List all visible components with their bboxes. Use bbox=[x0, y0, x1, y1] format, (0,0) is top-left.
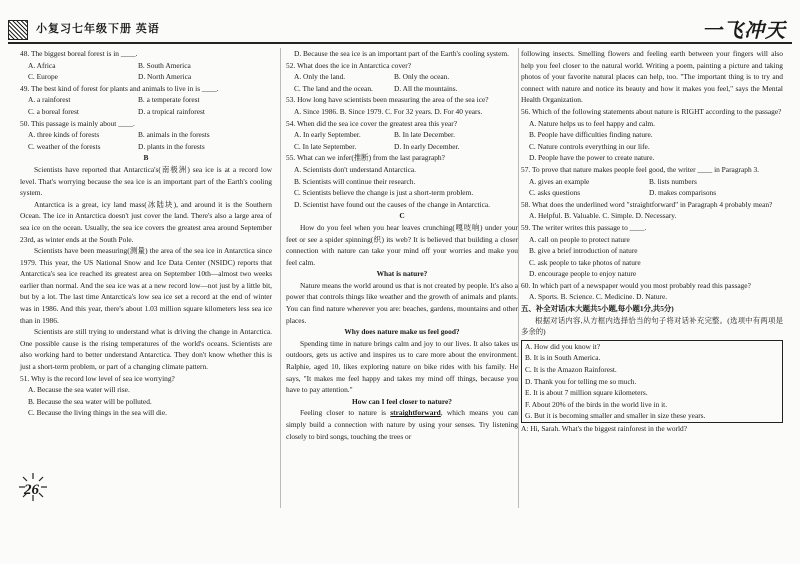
box-option-g: G. But it is becoming smaller and smaller in size these years. bbox=[525, 411, 706, 421]
q54-option-d: D. In early December. bbox=[394, 141, 460, 151]
q58-options: A. Helpful. B. Valuable. C. Simple. D. Necessary. bbox=[529, 211, 677, 221]
para4-start: Feeling closer to nature is bbox=[300, 408, 391, 418]
q55-option-c: C. Scientists believe the change is just a short-term problem. bbox=[294, 188, 474, 198]
q56-option-c: C. Nature controls everything in our life. bbox=[529, 141, 650, 151]
underlined-word: straightforward bbox=[390, 408, 441, 418]
dialog-line-1: A: Hi, Sarah. What's the biggest rainforest in the world? bbox=[521, 424, 688, 433]
q54-options-2 bbox=[286, 141, 518, 153]
passage-c-para-3: Spending time in nature brings calm and joy to our lives. It also takes us outdoors, gets us active and inspires us to care more about the environment. Ralphie, aged 10, likes exploring nature on bike rides with his family. He says, "It makes me feel happy and takes my mind off things, because you have to pay attention." bbox=[286, 338, 518, 395]
passage-b-para-1: Scientists have reported that Antarctica's(南极洲) sea ice is at a record low level. That's worrying because the sea ice is an important part of the Earth's cooling system. bbox=[20, 164, 272, 198]
q59-option-c: C. ask people to take photos of nature bbox=[529, 257, 641, 267]
q49-option-d: D. a tropical rainforest bbox=[138, 106, 205, 116]
q55-option-a: A. Scientists don't understand Antarctica. bbox=[294, 164, 417, 174]
q59-option-b: B. give a brief introduction of nature bbox=[529, 246, 638, 256]
page-number: 26 bbox=[24, 482, 39, 498]
q50-text: 50. This passage is mainly about ____. bbox=[20, 118, 135, 128]
box-option-b: B. It is in South America. bbox=[525, 353, 601, 363]
q51-option-d: D. Because the sea ice is an important part of the Earth's cooling system. bbox=[294, 49, 509, 58]
box-option-a: A. How did you know it? bbox=[525, 341, 601, 351]
q54-option-c: C. In late September. bbox=[294, 141, 357, 151]
q53-text: 53. How long have scientists been measuring the area of the sea ice? bbox=[286, 95, 489, 105]
passage-c-subheading-2: Why does nature make us feel good? bbox=[344, 327, 460, 337]
box-option-c: C. It is the Amazon Rainforest. bbox=[525, 365, 617, 375]
header-rule bbox=[8, 42, 792, 44]
q48-text: 48. The biggest boreal forest is in ____. bbox=[20, 49, 138, 58]
column-divider-1 bbox=[280, 48, 281, 508]
box-option-d: D. Thank you for telling me so much. bbox=[525, 376, 637, 386]
passage-b-para-2: Antarctica is a great, icy land mass(冰陆块), and around it is the Southern Ocean. The ice in Antarctica doesn't just cover the land. There's also a large area of sea ice on the ocean. Usually, the sea ice covers the greatest area around September 23rd, as winter ends at the South Pole. bbox=[20, 199, 272, 244]
q48-options-2 bbox=[20, 71, 272, 83]
q49-options-2 bbox=[20, 106, 272, 118]
passage-b-para-3: Scientists have been measuring(测量) the area of the sea ice in Antarctica since 1979. This year, the US National Snow and Ice Data Center (NSIDC) reports that Antarctica's sea ice reached its greatest area on September 10th—almost two weeks earlier than normal. And the sea ice was at a new record low—not just by a little bit, but by a lot. The last time Antarctica's low sea ice set a record at the end of winter was in 1986. And this year, there's about 1.03 million square kilometers less sea ice than in 1986. bbox=[20, 246, 272, 325]
q52-option-c: C. The land and the ocean. bbox=[294, 83, 373, 93]
q56-option-d: D. People have the power to create nature. bbox=[529, 153, 655, 163]
q52-option-a: A. Only the land. bbox=[294, 72, 346, 82]
q57-option-d: D. makes comparisons bbox=[649, 188, 717, 198]
q60-text: 60. In which part of a newspaper would you most probably read this passage? bbox=[521, 280, 751, 290]
q52-option-d: D. All the mountains. bbox=[394, 83, 458, 93]
q49-option-c: C. a boreal forest bbox=[28, 106, 79, 116]
q48-options bbox=[20, 60, 272, 72]
q59-text: 59. The writer writes this passage to ____. bbox=[521, 222, 647, 232]
passage-c-subheading-1: What is nature? bbox=[376, 269, 428, 279]
q50-option-d: D. plants in the forests bbox=[138, 141, 205, 151]
q56-option-a: A. Nature helps us to feel happy and calm. bbox=[529, 118, 656, 128]
q51-option-a: A. Because the sea water will rise. bbox=[28, 385, 130, 395]
q60-options: A. Sports. B. Science. C. Medicine. D. Nature. bbox=[529, 292, 668, 302]
passage-c-subheading-3: How can I feel closer to nature? bbox=[352, 396, 452, 406]
passage-c-para-1: How do you feel when you hear leaves crunching(嘎吱响) under your feet or see a spider spinning(织) its web? It is believed that building a closer connection with nature can take your mind off your worries and make you feel calm. bbox=[286, 222, 518, 267]
series-logo-icon bbox=[8, 20, 28, 40]
section-5-instructions: 根据对话内容,从方框内选择恰当的句子将对话补充完整。(选项中有两项是多余的) bbox=[521, 315, 783, 337]
q57-option-b: B. lists numbers bbox=[649, 176, 697, 186]
q50-option-c: C. weather of the forests bbox=[28, 141, 101, 151]
q57-options bbox=[521, 176, 783, 188]
q52-options bbox=[286, 71, 518, 83]
passage-c-para-4-cont: following insects. Smelling flowers and feeling earth between your fingers will also help you feel closer to the natural world. Writing a poem, painting a picture and taking photos of your favorite natural places can help, too. "The important thing is to try and connect with nature and notice its beauty and how it makes you feel," says the Mental Health Organization. bbox=[521, 49, 783, 105]
q53-options: A. Since 1986. B. Since 1979. C. For 32 years. D. For 40 years. bbox=[294, 106, 483, 116]
section-b-title: B bbox=[143, 153, 149, 163]
q48-option-b: B. South America bbox=[138, 60, 191, 70]
q49-option-a: A. a rainforest bbox=[28, 95, 71, 105]
q50-options bbox=[20, 129, 272, 141]
q55-option-d: D. Scientist have found out the causes of the change in Antarctica. bbox=[294, 199, 490, 209]
column-divider-2 bbox=[518, 48, 519, 508]
box-option-f: F. About 20% of the birds in the world live in it. bbox=[525, 399, 668, 409]
q58-text: 58. What does the underlined word "straightforward" in Paragraph 4 probably mean? bbox=[521, 199, 773, 209]
q56-option-b: B. People have difficulties finding nature. bbox=[529, 130, 653, 140]
q50-option-a: A. three kinds of forests bbox=[28, 130, 100, 140]
q50-options-2 bbox=[20, 141, 272, 153]
q52-text: 52. What does the ice in Antarctica cover? bbox=[286, 60, 412, 70]
q52-option-b: B. Only the ocean. bbox=[394, 72, 450, 82]
q59-option-a: A. call on people to protect nature bbox=[529, 234, 630, 244]
q51-text: 51. Why is the record low level of sea ice worrying? bbox=[20, 373, 175, 383]
q51-option-c: C. Because the living things in the sea will die. bbox=[28, 408, 167, 418]
q57-options-2 bbox=[521, 187, 783, 199]
q57-text: 57. To prove that nature makes people feel good, the writer ____ in Paragraph 3. bbox=[521, 164, 760, 174]
series-title: 小复习七年级下册 英语 bbox=[36, 23, 160, 35]
q59-option-d: D. encourage people to enjoy nature bbox=[529, 269, 637, 279]
q51-option-b: B. Because the sea water will be polluted. bbox=[28, 396, 152, 406]
column-1 bbox=[20, 48, 272, 419]
q54-text: 54. When did the sea ice cover the greatest area this year? bbox=[286, 118, 457, 128]
box-option-e: E. It is about 7 million square kilometers. bbox=[525, 388, 648, 398]
passage-b-para-4: Scientists are still trying to understand what is driving the change in Antarctica. One possible cause is the rising temperatures of the world's oceans. Scientists are also working hard to better understand Antarctica. They don't know whether this is just a short-term problem, or part of a changing climate pattern. bbox=[20, 327, 272, 372]
q49-options bbox=[20, 94, 272, 106]
section-c-title: C bbox=[399, 211, 405, 221]
q50-option-b: B. animals in the forests bbox=[138, 130, 210, 140]
passage-c-para-2: Nature means the world around us that is not created by people. It's also a power that controls things like weather and the growth of animals and plants. You can find nature wherever you are: beaches, gardens, mountains and other places. bbox=[286, 280, 518, 325]
q54-option-b: B. In late December. bbox=[394, 130, 455, 140]
q57-option-a: A. gives an example bbox=[529, 176, 590, 186]
column-2 bbox=[286, 48, 518, 442]
q56-text: 56. Which of the following statements about nature is RIGHT according to the passage? bbox=[521, 106, 782, 116]
column-3 bbox=[521, 48, 783, 435]
q52-options-2 bbox=[286, 83, 518, 95]
q57-option-c: C. asks questions bbox=[529, 188, 581, 198]
q55-option-b: B. Scientists will continue their research. bbox=[294, 176, 416, 186]
page-header bbox=[8, 16, 792, 44]
section-5-title: 五、补全对话(本大题共5小题,每小题1分,共5分) bbox=[521, 304, 674, 314]
passage-c-para-4 bbox=[286, 407, 518, 442]
q54-options bbox=[286, 129, 518, 141]
q49-option-b: B. a temperate forest bbox=[138, 95, 200, 105]
q55-text: 55. What can we infer(推断) from the last paragraph? bbox=[286, 153, 445, 163]
brand-title: 一飞冲天 bbox=[702, 20, 786, 42]
options-box bbox=[521, 340, 783, 423]
q54-option-a: A. In early September. bbox=[294, 130, 361, 140]
q48-option-d: D. North America bbox=[138, 72, 192, 82]
para4-rest: , which means you can simply build a connection with nature by using your senses. Try listening closely to bird songs, touching the trees or bbox=[286, 408, 518, 441]
q48-option-a: A. Africa bbox=[28, 60, 56, 70]
q48-option-c: C. Europe bbox=[28, 72, 58, 82]
q49-text: 49. The best kind of forest for plants and animals to live in is ____. bbox=[20, 83, 219, 93]
